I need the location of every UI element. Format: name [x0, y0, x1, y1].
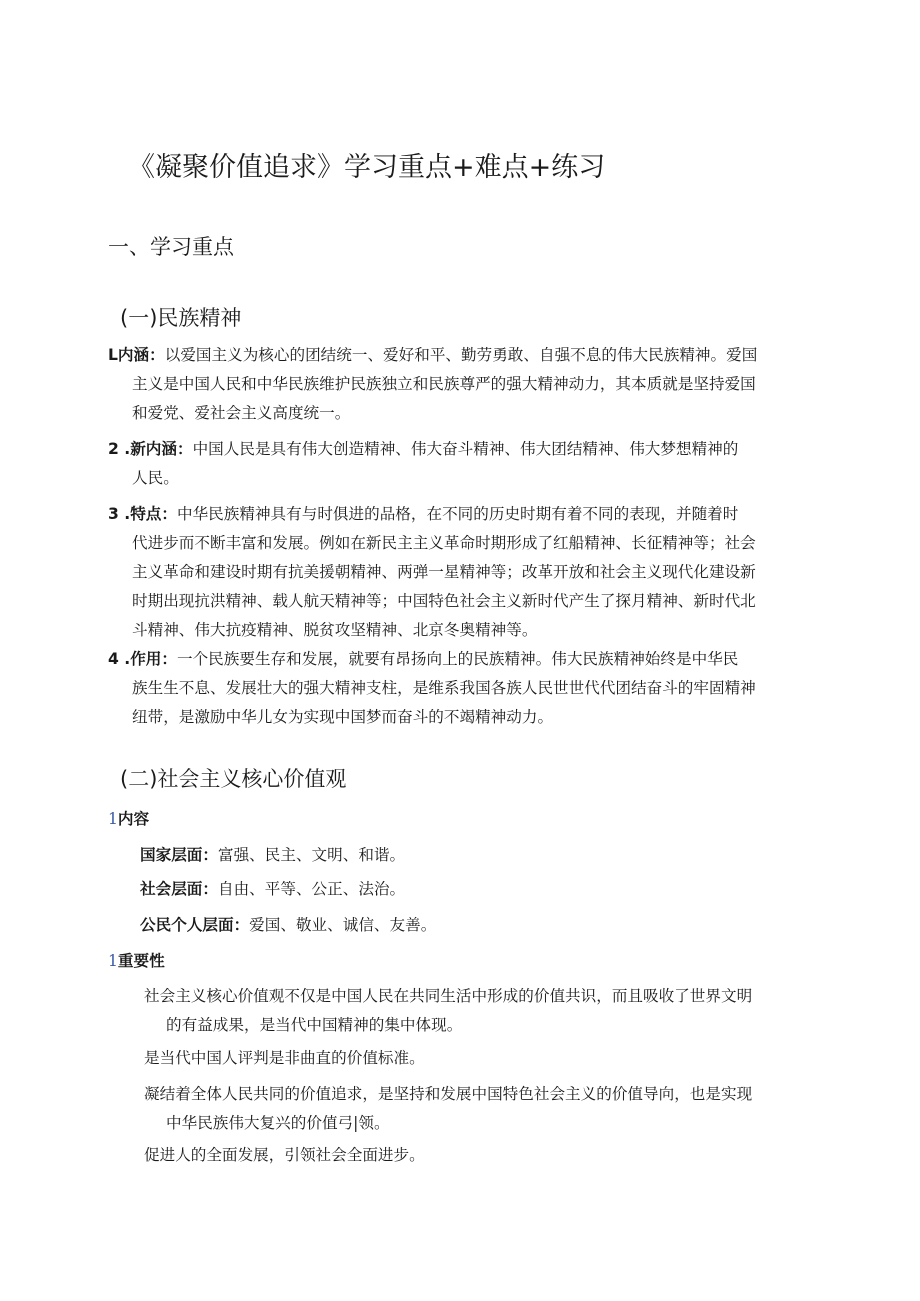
paragraph-connotation	[108, 341, 814, 428]
paragraph-features	[108, 500, 814, 645]
paragraph-line: 时期出现抗洪精神、载人航天精神等；中国特色社会主义新时代产生了探月精神、新时代北	[132, 592, 756, 610]
value-item-national	[140, 841, 405, 870]
value-item-citizen	[140, 911, 436, 940]
importance-point-1	[144, 982, 814, 1040]
paragraph-function	[108, 645, 814, 732]
paragraph-new-connotation	[108, 435, 814, 493]
paragraph-line: 主义革命和建设时期有抗美援朝精神、两弹一星精神等；改革开放和社会主义现代化建设新	[132, 563, 756, 581]
content-label: 内容	[117, 810, 150, 828]
value-item-label: 国家层面：	[140, 846, 218, 864]
paragraph-line: 族生生不息、发展壮大的强大精神支柱，是维系我国各族人民世世代代团结奋斗的牢固精神	[132, 679, 756, 697]
paragraph-text: 一个民族要生存和发展，就要有昂扬向上的民族精神。伟大民族精神始终是中华民	[176, 650, 739, 668]
paragraph-text: 中国人民是具有伟大创造精神、伟大奋斗精神、伟大团结精神、伟大梦想精神的	[192, 440, 739, 458]
paragraph-line: 人民。	[132, 469, 179, 487]
value-item-social	[140, 875, 405, 904]
value-item-label: 公民个人层面：	[140, 916, 250, 934]
subheading-core-values: (二)社会主义核心价值观	[120, 767, 347, 791]
section-heading-study-focus: 一、学习重点	[108, 235, 234, 259]
content-heading	[108, 805, 149, 834]
importance-heading	[108, 947, 165, 976]
paragraph-line	[108, 341, 814, 370]
paragraph-line: 中华民族伟大复兴的价值弓|领。	[166, 1114, 390, 1132]
paragraph-text: 以爱国主义为核心的团结统一、爱好和平、勤劳勇敢、自强不息的伟大民族精神。爱国	[164, 346, 758, 364]
paragraph-line: 社会主义核心价值观不仅是中国人民在共同生活中形成的价值共识，而且吸收了世界文明	[144, 987, 753, 1005]
paragraph-line: 代进步而不断丰富和发展。例如在新民主主义革命时期形成了红船精神、长征精神等；社会	[132, 534, 756, 552]
importance-point-4	[144, 1141, 814, 1170]
importance-point-3	[144, 1080, 814, 1138]
paragraph-line: 主义是中国人民和中华民族维护民族独立和民族尊严的强大精神动力，其本质就是坚持爱国	[132, 375, 756, 393]
value-item-text: 爱国、敬业、诚信、友善。	[249, 916, 437, 934]
paragraph-line: 和爱党、爱社会主义高度统一。	[132, 404, 351, 422]
paragraph-line: 的有益成果，是当代中国精神的集中体现。	[166, 1016, 463, 1034]
importance-point-2	[144, 1044, 814, 1073]
paragraph-label: L内涵：	[108, 346, 165, 364]
value-item-text: 自由、平等、公正、法治。	[217, 880, 406, 898]
paragraph-line	[108, 435, 814, 464]
paragraph-line: 凝结着全体人民共同的价值追求，是坚持和发展中国特色社会主义的价值导向，也是实现	[144, 1085, 753, 1103]
subheading-national-spirit: (一)民族精神	[120, 306, 242, 330]
content-number: 1	[108, 810, 118, 828]
value-item-label: 社会层面：	[140, 880, 218, 898]
paragraph-line	[108, 500, 814, 529]
paragraph-line	[108, 645, 814, 674]
paragraph-line: 纽带，是激励中华儿女为实现中国梦而奋斗的不竭精神动力。	[132, 708, 554, 726]
paragraph-line: 斗精神、伟大抗疫精神、脱贫攻坚精神、北京冬奥精神等。	[132, 621, 538, 639]
importance-number: 1	[108, 952, 118, 970]
paragraph-text: 中华民族精神具有与时俱进的品格，在不同的历史时期有着不同的表现，并随着时	[176, 505, 739, 523]
importance-label: 重要性	[117, 952, 165, 970]
paragraph-line: 促进人的全面发展，引领社会全面进步。	[144, 1146, 425, 1164]
value-item-text: 富强、民主、文明、和谐。	[217, 846, 406, 864]
paragraph-label: 4 .作用：	[108, 650, 177, 668]
paragraph-label: 3 .特点：	[108, 505, 177, 523]
document-title: 《凝聚价值追求》学习重点+难点+练习	[128, 152, 606, 183]
paragraph-line: 是当代中国人评判是非曲直的价值标准。	[144, 1049, 425, 1067]
paragraph-label: 2 .新内涵：	[108, 440, 193, 458]
